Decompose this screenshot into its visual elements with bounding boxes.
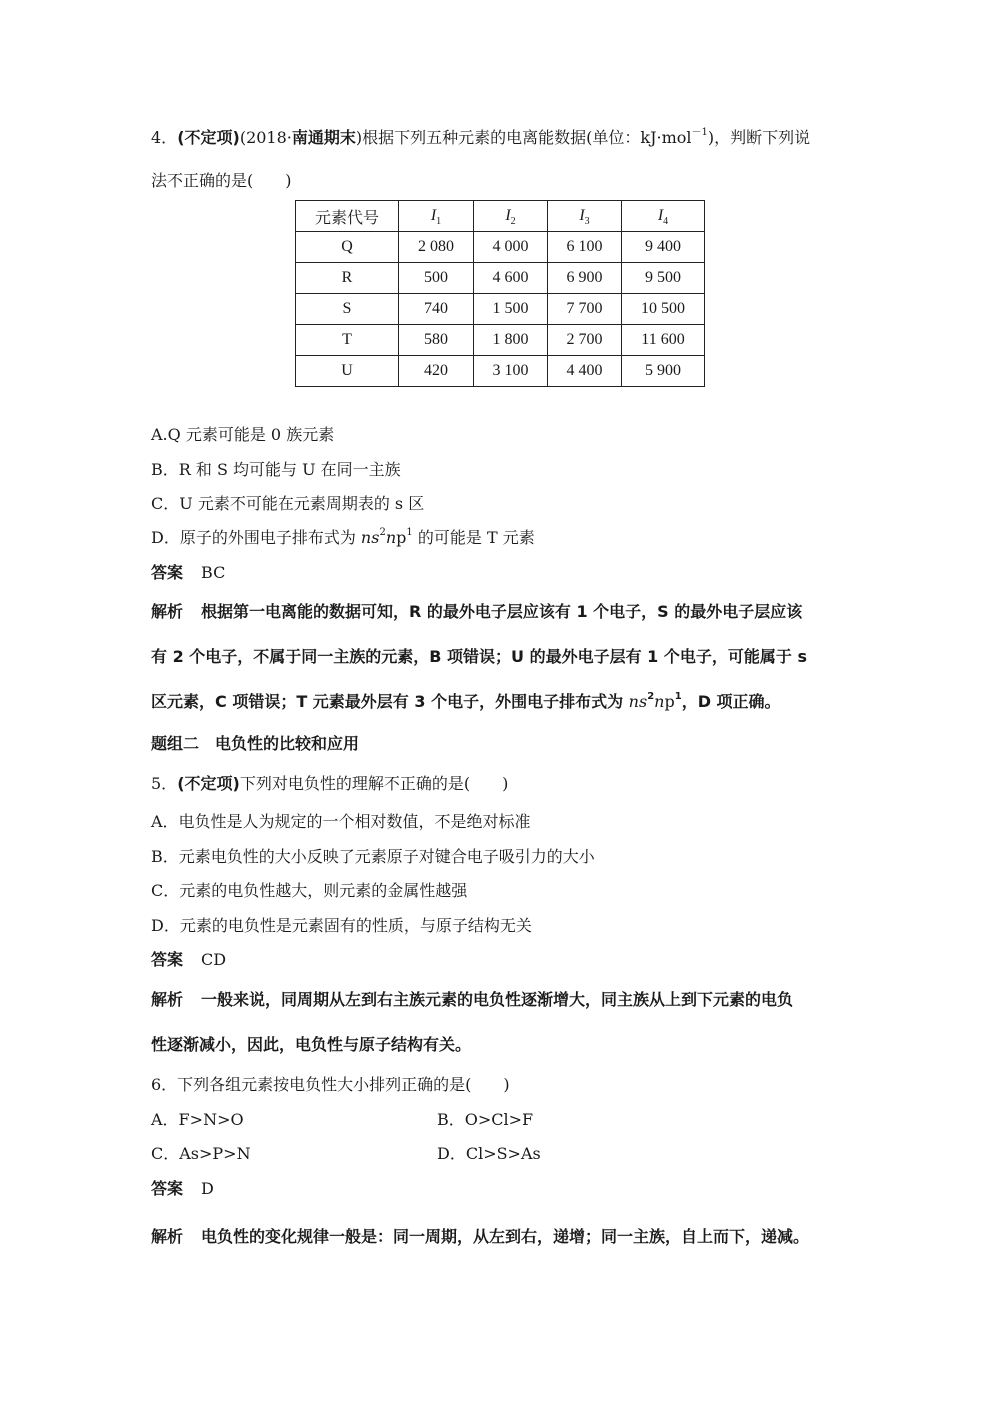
table-cell: 5 900 xyxy=(622,356,705,387)
q5-analysis-line2: 性逐渐减小，因此，电负性与原子结构有关。 xyxy=(151,1035,472,1054)
ionization-energy-table xyxy=(295,200,705,387)
q4-source-close: ) xyxy=(355,128,363,147)
table-cell: 10 500 xyxy=(622,294,705,325)
table-cell: 580 xyxy=(399,325,474,356)
analysis-label: 解析 xyxy=(151,1227,184,1246)
q4-stem-b: )，判断下列说 xyxy=(707,128,811,147)
table-row xyxy=(296,263,705,294)
table-cell: 420 xyxy=(399,356,474,387)
q6-answer xyxy=(151,1178,214,1200)
table-cell: 4 600 xyxy=(474,263,548,294)
q4-unit-sup: －1 xyxy=(691,126,708,138)
group2-heading: 题组二 电负性的比较和应用 xyxy=(151,734,360,753)
header-i1: $I_1$ xyxy=(399,201,474,232)
table-cell: 6 100 xyxy=(548,232,622,263)
table-cell: R xyxy=(296,263,399,294)
answer-label: 答案 xyxy=(151,563,184,582)
q5-option-b: B．元素电负性的大小反映了元素原子对键合电子吸引力的大小 xyxy=(151,847,595,866)
q4-analysis-line3: 区元素，C 项错误；T 元素最外层有 3 个电子，外围电子排布式为 $ns^2np^1$，D 项正确。 xyxy=(151,690,781,711)
table-cell: 11 600 xyxy=(622,325,705,356)
q6-option-d: D．Cl>S>As xyxy=(437,1144,541,1163)
q4-analysis-line1: 解析 根据第一电离能的数据可知，R 的最外电子层应该有 1 个电子，S 的最外电子层应该 xyxy=(151,602,803,621)
header-i3: $I_3$ xyxy=(548,201,622,232)
q4-number: 4． xyxy=(151,128,178,147)
table-cell: 1 500 xyxy=(474,294,548,325)
table-cell: 500 xyxy=(399,263,474,294)
table-cell: Q xyxy=(296,232,399,263)
q4-stem-line2: 法不正确的是( ) xyxy=(151,171,292,190)
answer-value: D xyxy=(201,1179,214,1198)
table-cell: 6 900 xyxy=(548,263,622,294)
table-cell: 9 400 xyxy=(622,232,705,263)
table-cell: T xyxy=(296,325,399,356)
q4-source-open: (2018· xyxy=(239,128,292,147)
table-cell: 4 400 xyxy=(548,356,622,387)
q4-tag: (不定项) xyxy=(177,128,240,147)
q4-stem-line1 xyxy=(151,127,810,149)
table-row xyxy=(296,356,705,387)
answer-value: CD xyxy=(201,950,227,969)
table-row xyxy=(296,294,705,325)
q5-tag: (不定项) xyxy=(177,774,240,793)
header-i4: $I_4$ xyxy=(622,201,705,232)
header-i2: $I_2$ xyxy=(474,201,548,232)
q6-option-c: C．As>P>N xyxy=(151,1144,251,1163)
q6-option-a: A．F>N>O xyxy=(151,1110,244,1129)
q6-stem: 6．下列各组元素按电负性大小排列正确的是( ) xyxy=(151,1075,510,1094)
q6-analysis: 解析 电负性的变化规律一般是：同一周期，从左到右，递增；同一主族，自上而下，递减。 xyxy=(151,1227,810,1246)
table-cell: 2 700 xyxy=(548,325,622,356)
analysis-label: 解析 xyxy=(151,990,184,1009)
q5-option-d: D．元素的电负性是元素固有的性质，与原子结构无关 xyxy=(151,916,532,935)
answer-label: 答案 xyxy=(151,950,184,969)
q6-option-b: B．O>Cl>F xyxy=(437,1110,534,1129)
table-cell: 7 700 xyxy=(548,294,622,325)
table-cell: U xyxy=(296,356,399,387)
table-cell: S xyxy=(296,294,399,325)
q4-analysis-line2: 有 2 个电子，不属于同一主族的元素，B 项错误；U 的最外电子层有 1 个电子，可能属于 s xyxy=(151,647,807,666)
table-row xyxy=(296,325,705,356)
q4-option-a: A.Q 元素可能是 0 族元素 xyxy=(151,425,335,444)
q5-option-c: C．元素的电负性越大，则元素的金属性越强 xyxy=(151,881,468,900)
table-cell: 1 800 xyxy=(474,325,548,356)
q5-answer xyxy=(151,949,226,971)
table-cell: 9 500 xyxy=(622,263,705,294)
table-cell: 2 080 xyxy=(399,232,474,263)
table-header-row xyxy=(296,201,705,232)
q4-option-c: C．U 元素不可能在元素周期表的 s 区 xyxy=(151,494,425,513)
q4-option-d: D．原子的外围电子排布式为 $ns^2np^1$ 的可能是 T 元素 xyxy=(151,526,535,547)
q5-stem: 5．(不定项)下列对电负性的理解不正确的是( ) xyxy=(151,774,509,793)
answer-value: BC xyxy=(201,563,226,582)
table-cell: 4 000 xyxy=(474,232,548,263)
answer-label: 答案 xyxy=(151,1179,184,1198)
table-cell: 3 100 xyxy=(474,356,548,387)
q4-stem-a: 根据下列五种元素的电离能数据(单位：kJ·mol xyxy=(362,128,692,147)
table-row xyxy=(296,232,705,263)
q4-answer xyxy=(151,562,225,584)
header-element-code: 元素代号 xyxy=(296,201,399,232)
table-cell: 740 xyxy=(399,294,474,325)
q5-option-a: A．电负性是人为规定的一个相对数值，不是绝对标准 xyxy=(151,812,531,831)
q4-source-name: 南通期末 xyxy=(291,128,356,147)
q4-option-b: B．R 和 S 均可能与 U 在同一主族 xyxy=(151,460,401,479)
analysis-label: 解析 xyxy=(151,602,184,621)
q5-analysis-line1: 解析 一般来说，同周期从左到右主族元素的电负性逐渐增大，同主族从上到下元素的电负 xyxy=(151,990,794,1009)
